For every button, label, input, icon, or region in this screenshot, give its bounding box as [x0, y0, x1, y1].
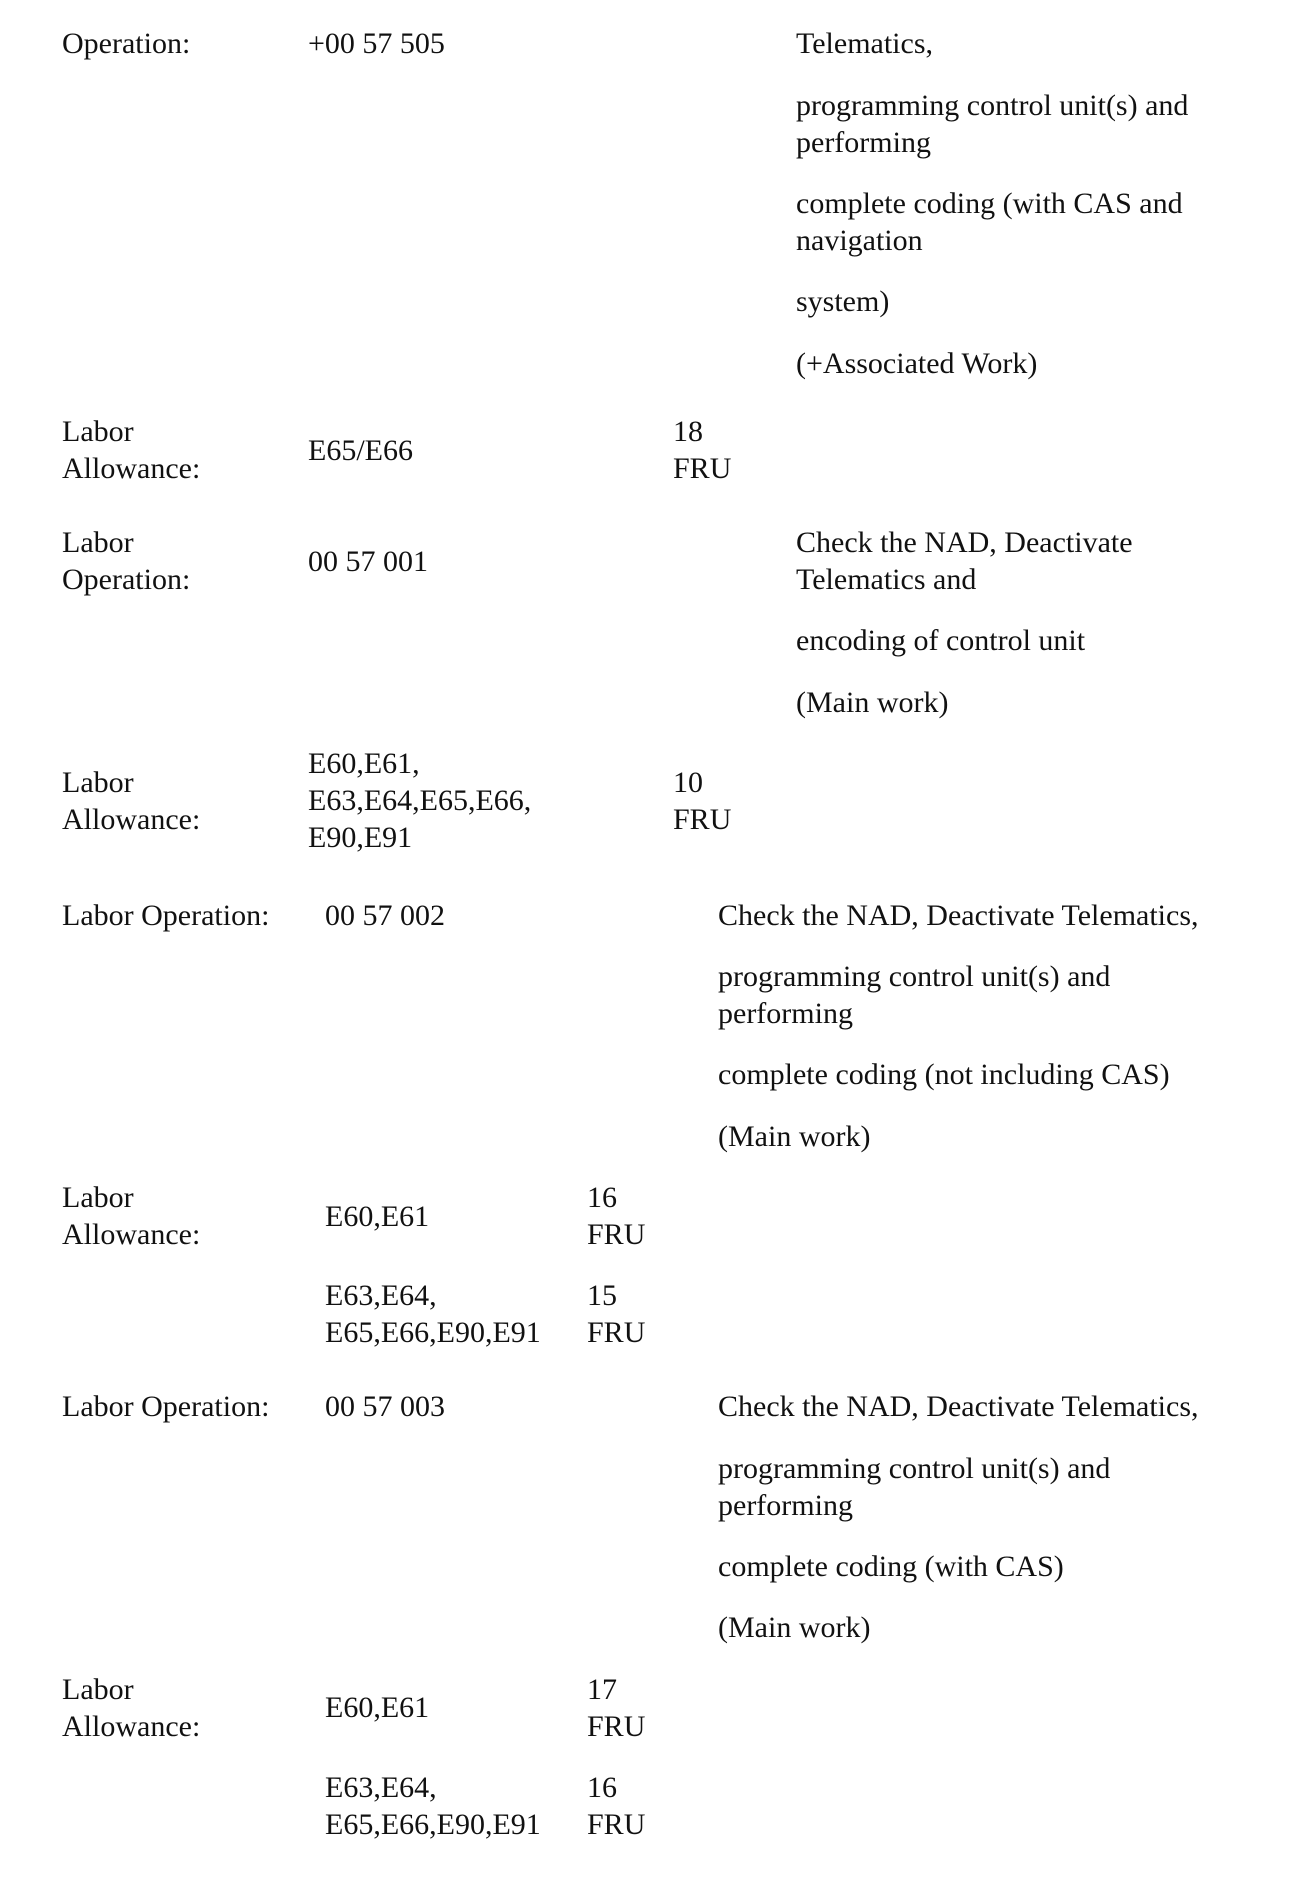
allowance-models: E63,E64,E65,E66, — [308, 784, 532, 817]
operation-label: Labor Operation: — [62, 899, 270, 932]
allowance-value: 10 — [673, 766, 703, 799]
operation-description-line: programming control unit(s) and — [718, 960, 1111, 993]
operation-label: Labor — [62, 526, 134, 559]
operation-description-line: complete coding (not including CAS) — [718, 1058, 1170, 1091]
allowance-unit: FRU — [587, 1710, 646, 1743]
allowance-label: Labor — [62, 766, 134, 799]
allowance-unit: FRU — [587, 1218, 646, 1251]
allowance-label: Labor — [62, 415, 134, 448]
allowance-value: 16 — [587, 1771, 617, 1804]
operation-description-line: encoding of control unit — [796, 624, 1086, 657]
operation-code: 00 57 002 — [325, 899, 445, 932]
operation-description-line: Telematics and — [796, 563, 977, 596]
operation-description-line: Check the NAD, Deactivate Telematics, — [718, 899, 1199, 932]
operation-description-line: performing — [718, 1489, 853, 1522]
allowance-unit: FRU — [587, 1808, 646, 1841]
operation-description-line: programming control unit(s) and — [718, 1452, 1111, 1485]
operation-description-line: navigation — [796, 224, 923, 257]
allowance-label: Labor — [62, 1673, 134, 1706]
operation-description-line: (Main work) — [718, 1120, 871, 1153]
allowance-models: E65,E66,E90,E91 — [325, 1316, 541, 1349]
allowance-models: E90,E91 — [308, 821, 413, 854]
allowance-label: Allowance: — [62, 1710, 201, 1743]
allowance-models: E60,E61, — [308, 747, 420, 780]
allowance-models: E60,E61 — [325, 1200, 430, 1233]
allowance-models: E60,E61 — [325, 1691, 430, 1724]
operation-description-line: (Main work) — [718, 1611, 871, 1644]
operation-label: Operation: — [62, 27, 191, 60]
operation-description-line: complete coding (with CAS) — [718, 1550, 1064, 1583]
operation-description-line: Check the NAD, Deactivate — [796, 526, 1133, 559]
allowance-label: Allowance: — [62, 452, 201, 485]
operation-code: +00 57 505 — [308, 27, 445, 60]
operation-description-line: Telematics, — [796, 27, 934, 60]
allowance-models: E65/E66 — [308, 434, 413, 467]
allowance-unit: FRU — [673, 803, 732, 836]
allowance-models: E63,E64, — [325, 1279, 437, 1312]
operation-description-line: performing — [796, 126, 931, 159]
operation-label: Labor Operation: — [62, 1390, 270, 1423]
allowance-label: Allowance: — [62, 803, 201, 836]
operation-code: 00 57 003 — [325, 1390, 445, 1423]
allowance-label: Labor — [62, 1181, 134, 1214]
allowance-unit: FRU — [587, 1316, 646, 1349]
allowance-value: 15 — [587, 1279, 617, 1312]
operation-description-line: system) — [796, 285, 890, 318]
allowance-models: E65,E66,E90,E91 — [325, 1808, 541, 1841]
allowance-value: 18 — [673, 415, 703, 448]
allowance-unit: FRU — [673, 452, 732, 485]
operation-description-line: complete coding (with CAS and — [796, 187, 1183, 220]
allowance-models: E63,E64, — [325, 1771, 437, 1804]
operation-description-line: (Main work) — [796, 686, 949, 719]
operation-label: Operation: — [62, 563, 191, 596]
operation-description-line: performing — [718, 997, 853, 1030]
operation-description-line: Check the NAD, Deactivate Telematics, — [718, 1390, 1199, 1423]
allowance-value: 17 — [587, 1673, 617, 1706]
allowance-label: Allowance: — [62, 1218, 201, 1251]
operation-code: 00 57 001 — [308, 545, 428, 578]
operation-description-line: (+Associated Work) — [796, 347, 1038, 380]
allowance-value: 16 — [587, 1181, 617, 1214]
operation-description-line: programming control unit(s) and — [796, 89, 1189, 122]
